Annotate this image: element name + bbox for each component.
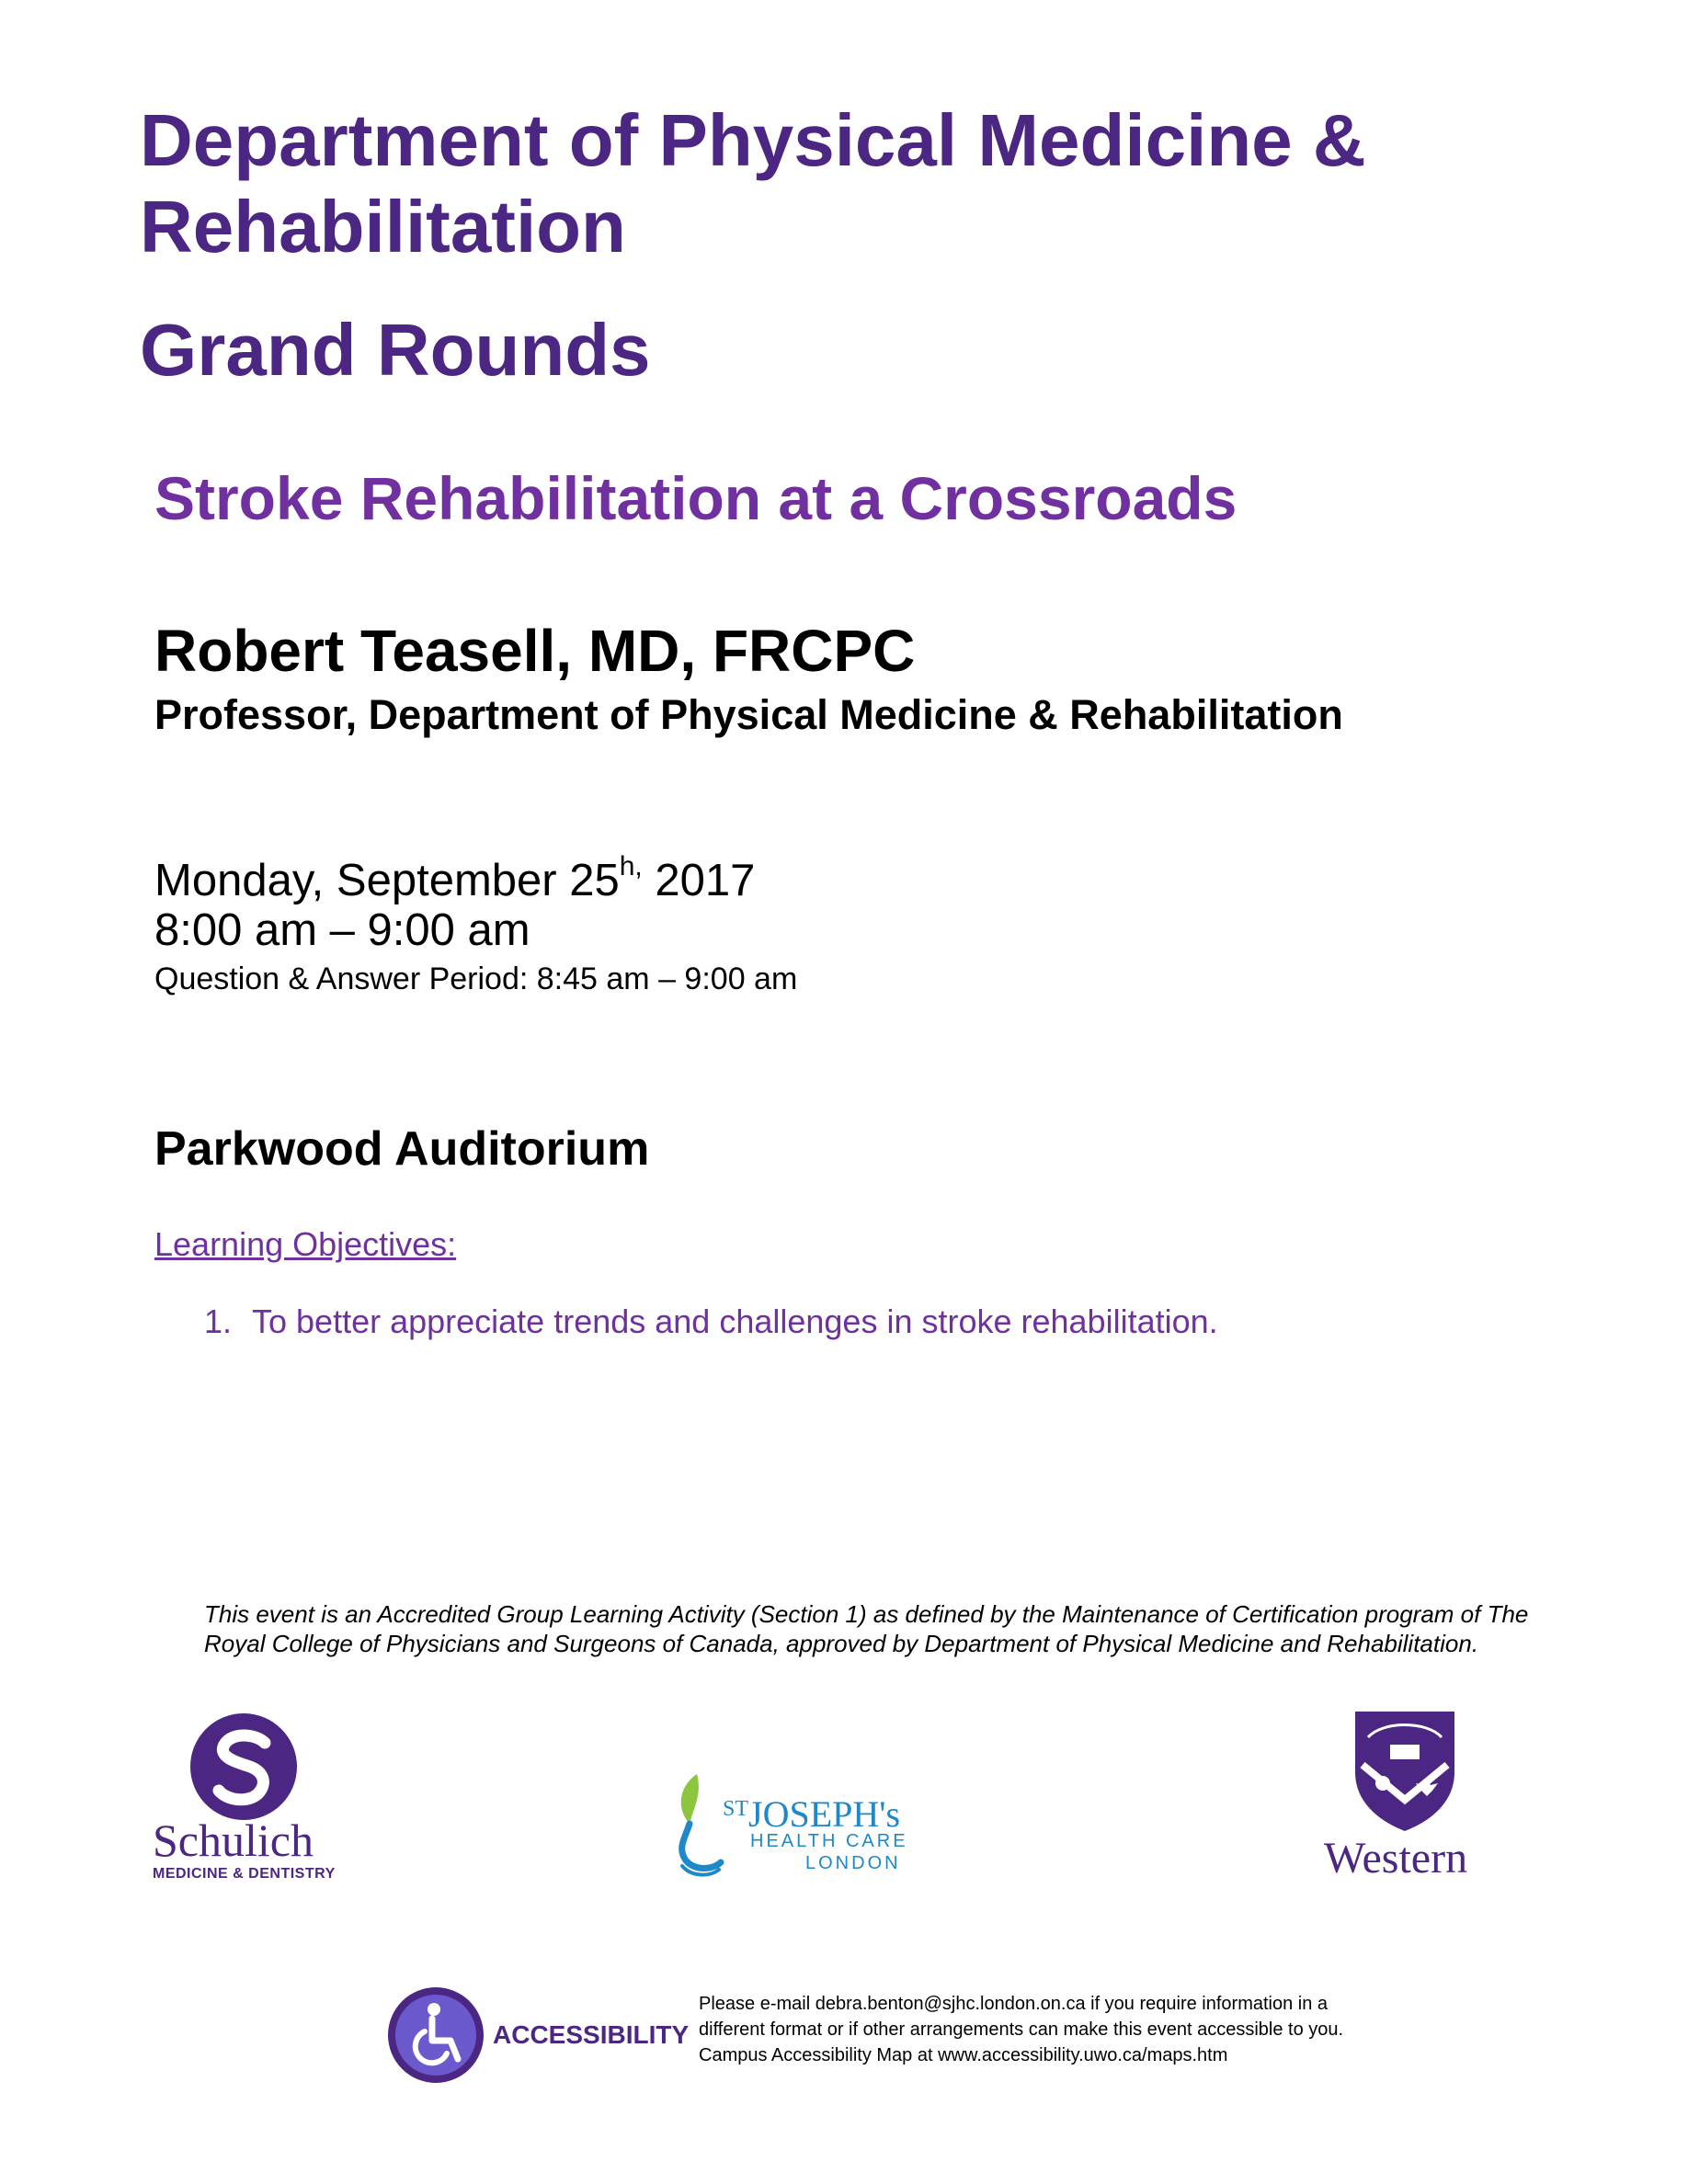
- leaf-figure-icon: [669, 1770, 724, 1879]
- accessibility-label: ACCESSIBILITY: [493, 2020, 690, 2049]
- stjosephs-logo: [669, 1770, 945, 1881]
- objective-text: To better appreciate trends and challenges in stroke rehabilitation.: [252, 1302, 1218, 1340]
- stjosephs-main: JOSEPH's: [748, 1793, 901, 1835]
- accessibility-note: [699, 1991, 1434, 2068]
- accreditation-statement: This event is an Accredited Group Learning Activity (Section 1) as defined by the Maintenance of Certification program of The Royal College of Physicians and Surgeons of Canada, approved by Department of Physical Medicine and Rehabilitation.: [204, 1600, 1529, 1657]
- accessibility-line-1: Please e-mail debra.benton@sjhc.london.on.ca if you require information in a: [699, 1994, 1329, 2014]
- stjosephs-line3: LONDON: [805, 1853, 901, 1873]
- schulich-subtitle: MEDICINE & DENTISTRY: [153, 1866, 336, 1882]
- accessibility-line-3: Campus Accessibility Map at www.accessibility.uwo.ca/maps.htm: [699, 2045, 1228, 2065]
- talk-title: Stroke Rehabilitation at a Crossroads: [154, 464, 1237, 532]
- event-time: 8:00 am – 9:00 am: [154, 905, 530, 955]
- stjosephs-st: ST: [723, 1797, 749, 1821]
- department-title: Department of Physical Medicine & Rehabilitation: [140, 99, 1366, 267]
- schulich-s-icon: [147, 1710, 349, 1829]
- date-year: 2017: [642, 856, 756, 905]
- date-prefix: Monday, September 25: [154, 856, 620, 905]
- wheelchair-icon: [386, 1985, 485, 2085]
- objective-number: 1.: [204, 1302, 233, 1340]
- objective-item: [204, 1302, 1218, 1342]
- stjosephs-line2: HEALTH CARE: [750, 1831, 908, 1851]
- venue: Parkwood Auditorium: [154, 1122, 650, 1176]
- learning-objectives-heading: Learning Objectives:: [154, 1225, 457, 1263]
- speaker-title: Professor, Department of Physical Medicine & Rehabilitation: [154, 691, 1343, 738]
- qa-period: Question & Answer Period: 8:45 am – 9:00 am: [154, 961, 798, 996]
- accessibility-line-2: different format or if other arrangements can make this event accessible to you.: [699, 2019, 1344, 2040]
- series-title: Grand Rounds: [140, 309, 651, 391]
- accessibility-logo: [386, 1985, 690, 2087]
- speaker-name: Robert Teasell, MD, FRCPC: [154, 618, 916, 684]
- event-date: [154, 853, 755, 908]
- date-superscript: h,: [619, 851, 643, 882]
- western-logo: [1324, 1708, 1489, 1883]
- stjosephs-name: [723, 1789, 900, 1835]
- schulich-logo: [147, 1710, 349, 1894]
- western-wordmark: Western: [1324, 1834, 1468, 1883]
- schulich-wordmark: Schulich: [153, 1814, 314, 1866]
- western-crest-icon: [1350, 1708, 1460, 1835]
